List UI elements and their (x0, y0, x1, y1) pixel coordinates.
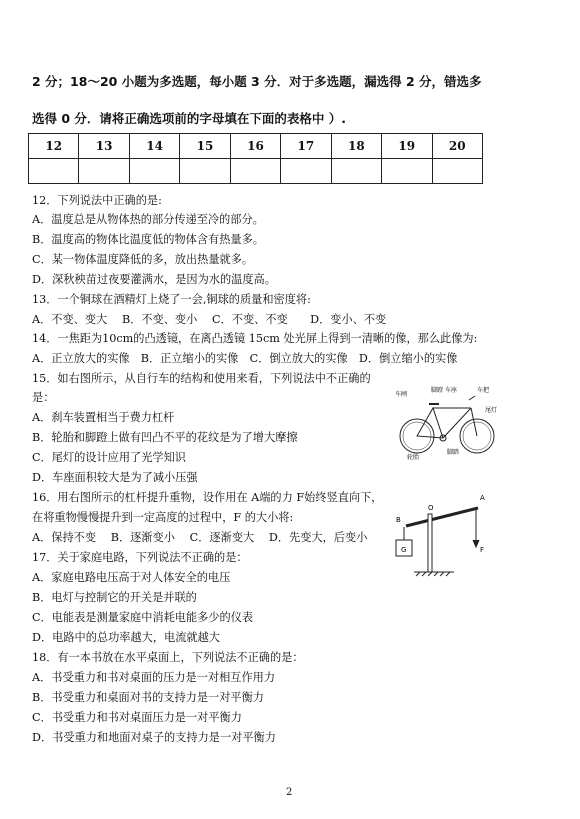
q17-stem: 17．关于家庭电路，下列说法不正确的是： (32, 551, 248, 564)
answer-number: 12 (29, 134, 79, 159)
label-g: G (401, 546, 407, 554)
answer-number: 17 (281, 134, 331, 159)
q12-stem: 12．下列说法中正确的是: (32, 194, 162, 207)
q15-option-c: C．尾灯的设计应用了光学知识 (32, 451, 186, 464)
answer-number: 16 (230, 134, 280, 159)
answer-cell[interactable] (331, 159, 381, 184)
support-post (428, 514, 432, 572)
answer-cell[interactable] (29, 159, 79, 184)
label-a: A (480, 494, 485, 502)
q12-option-b: B．温度高的物体比温度低的物体含有热量多。 (32, 233, 264, 246)
label-pedal-lever: 脚蹬 (431, 387, 444, 394)
answer-cell[interactable] (180, 159, 230, 184)
answer-cell[interactable] (432, 159, 483, 184)
q18-stem: 18．有一本书放在水平桌面上，下列说法不正确的是： (32, 651, 304, 664)
answer-cell[interactable] (230, 159, 280, 184)
q17-option-d: D．电路中的总功率越大，电流就越大 (32, 631, 220, 644)
answer-number: 19 (382, 134, 432, 159)
answer-number: 20 (432, 134, 483, 159)
label-handle: 车把 (477, 387, 490, 394)
q17-option-a: A．家庭电路电压高于对人体安全的电压 (32, 571, 231, 584)
label-seat: 车座 (445, 387, 458, 394)
answer-table-blank-row (29, 159, 483, 184)
answer-cell[interactable] (382, 159, 432, 184)
q16-stem-cont: 在将重物慢慢提升到一定高度的过程中，F 的大小将: (32, 511, 294, 524)
label-o: O (428, 504, 434, 512)
answer-cell[interactable] (129, 159, 179, 184)
q18-option-b: B．书受重力和桌面对书的支持力是一对平衡力 (32, 691, 264, 704)
q15-option-a: A．刹车装置相当于费力杠杆 (32, 411, 175, 424)
answer-number: 15 (180, 134, 230, 159)
answer-number: 13 (79, 134, 129, 159)
q15-option-d: D．车座面积较大是为了减小压强 (32, 471, 198, 484)
q17-option-c: C．电能表是测量家庭中消耗电能多少的仪表 (32, 611, 254, 624)
q12-option-a: A．温度总是从物体热的部分传递至冷的部分。 (32, 213, 264, 226)
q14-stem: 14．一焦距为10cm的凸透镜，在离凸透镜 15cm 处光屏上得到一清晰的像，那么此像为: (32, 332, 478, 345)
label-b: B (396, 516, 401, 524)
label-rear-light: 尾灯 (485, 407, 498, 414)
label-brake: 车闸 (395, 391, 408, 398)
q15-stem: 15．如右图所示，从自行车的结构和使用来看，下列说法中不正确的 (32, 372, 371, 385)
q15-stem-cont: 是： (32, 391, 55, 404)
q13-options: A．不变、变大 B．不变、变小 C．不变、不变 D．变小、不变 (32, 313, 387, 326)
q14-options: A．正立放大的实像 B．正立缩小的实像 C．倒立放大的实像 D．倒立缩小的实像 (32, 352, 458, 365)
label-tire: 轮胎 (407, 454, 420, 460)
label-pedal: 脚踏 (447, 449, 460, 456)
header-line-1: 2 分；18～20 小题为多选题，每小题 3 分．对于多选题，漏选得 2 分，错选多 (32, 74, 482, 89)
header-line-2: 选得 0 分．请将正确选项前的字母填在下面的表格中 ）. (32, 111, 347, 126)
answer-cell[interactable] (79, 159, 129, 184)
q18-option-c: C．书受重力和书对桌面压力是一对平衡力 (32, 711, 242, 724)
q16-options: A．保持不变 B．逐渐变小 C．逐渐变大 D．先变大，后变小 (32, 531, 368, 544)
q15-option-b: B．轮胎和脚蹬上做有凹凸不平的花纹是为了增大摩擦 (32, 431, 298, 444)
answer-number: 14 (129, 134, 179, 159)
label-f: F (480, 546, 485, 554)
page-number: 2 (286, 787, 293, 798)
answer-table-header-row (29, 134, 483, 159)
q13-stem: 13．一个铜球在酒精灯上烧了一会,铜球的质量和密度将: (32, 293, 311, 306)
bicycle-figure (393, 386, 501, 460)
answer-number: 18 (331, 134, 381, 159)
answer-table (28, 133, 483, 184)
q16-stem: 16．用右图所示的杠杆提升重物，设作用在 A端的力 F始终竖直向下， (32, 491, 383, 504)
lever-figure (388, 490, 498, 582)
q18-option-a: A．书受重力和书对桌面的压力是一对相互作用力 (32, 671, 276, 684)
q18-option-d: D．书受重力和地面对桌子的支持力是一对平衡力 (32, 731, 276, 744)
q12-option-d: D．深秋秧苗过夜要灌满水，是因为水的温度高。 (32, 273, 276, 286)
q12-option-c: C．某一物体温度降低的多，放出热量就多。 (32, 253, 254, 266)
q17-option-b: B．电灯与控制它的开关是并联的 (32, 591, 197, 604)
answer-cell[interactable] (281, 159, 331, 184)
